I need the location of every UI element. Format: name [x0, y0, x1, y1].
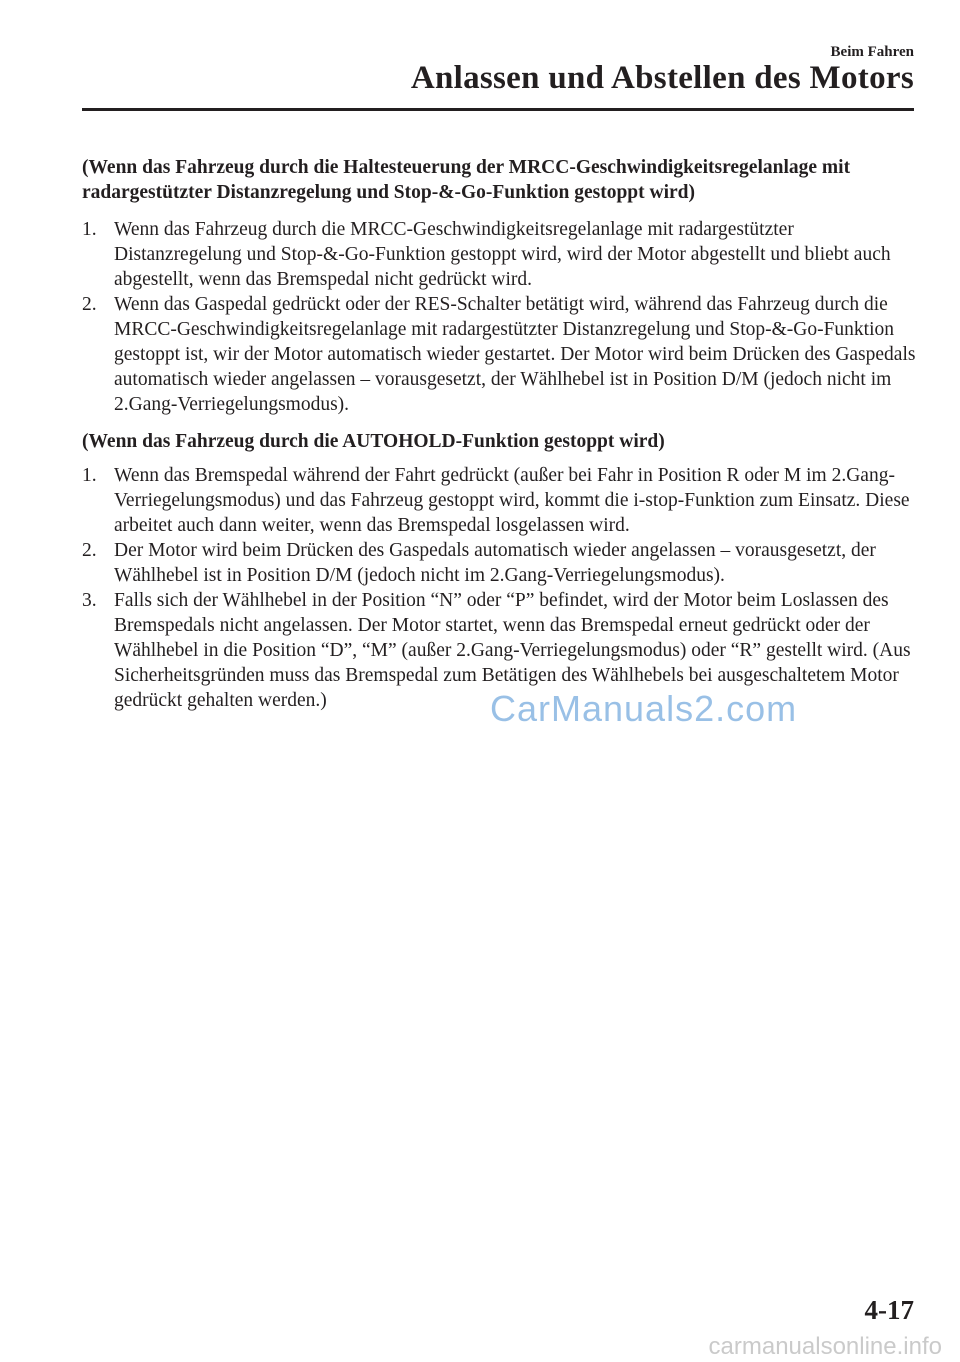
list-item	[82, 217, 918, 292]
list-mrcc	[82, 217, 918, 417]
main-content	[82, 155, 918, 713]
list-item	[82, 463, 918, 538]
watermark-carmanuals2[interactable]: CarManuals2.com	[490, 688, 798, 729]
list-item-text: Der Motor wird beim Drücken des Gaspedals automatisch wieder angelassen – vorausgesetzt, der Wählhebel ist in Position D/M (jedoch nicht im 2.Gang-Verriegelungsmodus).	[114, 540, 876, 586]
list-item-number: 1.	[82, 465, 97, 486]
list-item-text: Wenn das Fahrzeug durch die MRCC-Geschwindigkeitsregelanlage mit radargestützter Distanzregelung und Stop-&-Go-Funktion gestoppt wird, wird der Motor abgestellt und bliebt auch abgestellt, wenn das Bremspedal nicht gedrückt wird.	[114, 219, 891, 290]
list-autohold	[82, 463, 918, 713]
header-divider	[82, 108, 914, 111]
subheading-mrcc: (Wenn das Fahrzeug durch die Haltesteuerung der MRCC-Geschwindigkeitsregelanlage mit radargestützter Distanzregelung und Stop-&-Go-Funktion gestoppt wird)	[82, 157, 851, 203]
page-number: 4-17	[864, 1295, 914, 1325]
list-item-number: 1.	[82, 219, 97, 240]
list-item-text: Wenn das Bremspedal während der Fahrt gedrückt (außer bei Fahr in Position R oder M im 2.Gang-Verriegelungsmodus) und das Fahrzeug gestoppt wird, kommt die i-stop-Funktion zum Einsatz. Diese arbeitet auch dann weiter, wenn das Bremspedal losgelassen wird.	[114, 465, 910, 536]
list-item-number: 2.	[82, 294, 97, 315]
page-title: Anlassen und Abstellen des Motors	[410, 60, 914, 96]
subheading-autohold: (Wenn das Fahrzeug durch die AUTOHOLD-Funktion gestoppt wird)	[82, 431, 665, 452]
list-item	[82, 538, 918, 588]
header-section-label: Beim Fahren	[830, 44, 914, 60]
list-item-number: 3.	[82, 590, 97, 611]
watermark-carmanualsonline[interactable]: carmanualsonline.info	[708, 1333, 942, 1360]
list-item-text: Wenn das Gaspedal gedrückt oder der RES-Schalter betätigt wird, während das Fahrzeug durch die MRCC-Geschwindigkeitsregelanlage mit radargestützter Distanzregelung und Stop-&-Go-Funktion gestoppt ist, wir der Motor automatisch wieder gestartet. Der Motor wird beim Drücken des Gaspedals automatisch wieder angelassen – vorausgesetzt, der Wählhebel ist in Position D/M (jedoch nicht im 2.Gang-Verriegelungsmodus).	[114, 294, 916, 415]
list-item-text: Falls sich der Wählhebel in der Position “N” oder “P” befindet, wird der Motor beim Loslassen des Bremspedals nicht angelassen. Der Motor startet, wenn das Bremspedal erneut gedrückt oder der Wählhebel in die Position “D”, “M” (außer 2.Gang-Verriegelungsmodus) oder “R” gestellt wird. (Aus Sicherheitsgründen muss das Bremspedal zum Betätigen des Wählhebels bei ausgeschaltetem Motor gedrückt gehalten werden.)	[114, 590, 911, 711]
list-item	[82, 292, 918, 417]
list-item-number: 2.	[82, 540, 97, 561]
